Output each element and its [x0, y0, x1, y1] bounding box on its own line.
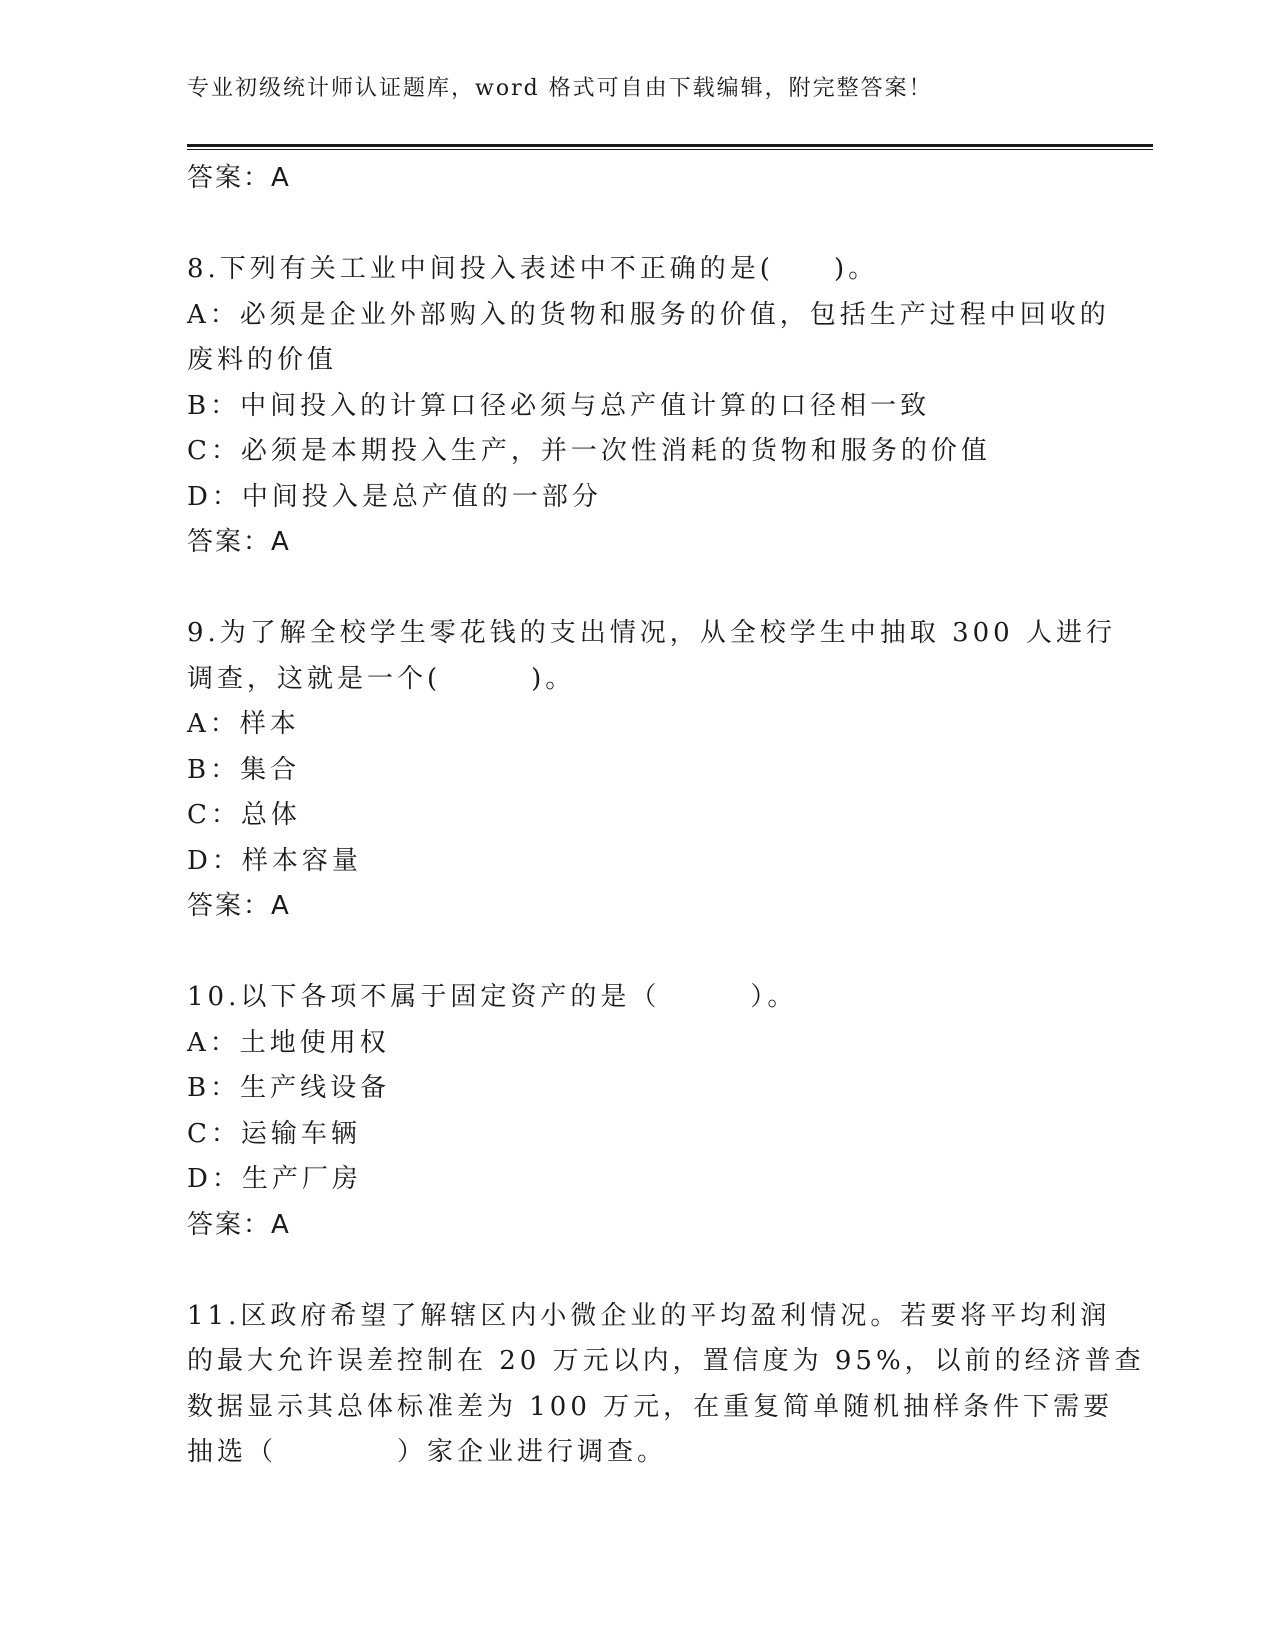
question-stem-continued: 的最大允许误差控制在 20 万元以内，置信度为 95%，以前的经济普查 — [187, 1346, 1145, 1376]
option-a-continued: 废料的价值 — [187, 345, 338, 375]
option-c: C：必须是本期投入生产，并一次性消耗的货物和服务的价值 — [187, 436, 991, 466]
option-c: C：运输车辆 — [187, 1118, 361, 1149]
answer-line: 答案：A — [187, 1209, 291, 1240]
option-d: D：中间投入是总产值的一部分 — [187, 481, 602, 512]
option-a: A：必须是企业外部购入的货物和服务的价值，包括生产过程中回收的 — [187, 299, 1110, 330]
question-stem: 8.下列有关工业中间投入表述中不正确的是( )。 — [187, 254, 879, 284]
option-b: B：生产线设备 — [187, 1073, 391, 1103]
question-block — [187, 611, 1116, 930]
option-a: A：土地使用权 — [187, 1027, 390, 1058]
question-content — [187, 156, 1145, 1476]
option-d: D：生产厂房 — [187, 1164, 362, 1194]
spacer — [187, 1248, 1087, 1294]
question-stem-continued: 抽选（ ）家企业进行调查。 — [187, 1437, 668, 1467]
option-b: B：中间投入的计算口径必须与总产值计算的口径相一致 — [187, 390, 931, 421]
spacer — [187, 566, 1087, 612]
header-divider — [187, 144, 1153, 147]
answer-line: 答案：A — [187, 527, 291, 557]
question-block — [187, 247, 1110, 566]
question-stem-continued: 数据显示其总体标准差为 100 万元，在重复简单随机抽样条件下需要 — [187, 1391, 1114, 1422]
option-c: C：总体 — [187, 800, 301, 830]
question-block — [187, 975, 1087, 1248]
question-block — [187, 1294, 1145, 1476]
header-divider-thin — [187, 149, 1153, 150]
question-stem: 11.区政府希望了解辖区内小微企业的平均盈利情况。若要将平均利润 — [187, 1300, 1111, 1331]
question-stem-continued: 调查，这就是一个( )。 — [187, 663, 576, 694]
spacer — [187, 202, 1087, 248]
spacer — [187, 930, 1087, 976]
answer-line: 答案：A — [187, 891, 291, 921]
option-d: D：样本容量 — [187, 845, 362, 876]
answer-line: 答案：A — [187, 163, 291, 193]
page-header: 专业初级统计师认证题库，word 格式可自由下载编辑，附完整答案！ — [187, 76, 933, 101]
option-a: A：样本 — [187, 709, 300, 739]
question-stem: 9.为了解全校学生零花钱的支出情况，从全校学生中抽取 300 人进行 — [187, 618, 1116, 648]
option-b: B：集合 — [187, 754, 301, 785]
question-stem: 10.以下各项不属于固定资产的是（ ）。 — [187, 982, 798, 1012]
